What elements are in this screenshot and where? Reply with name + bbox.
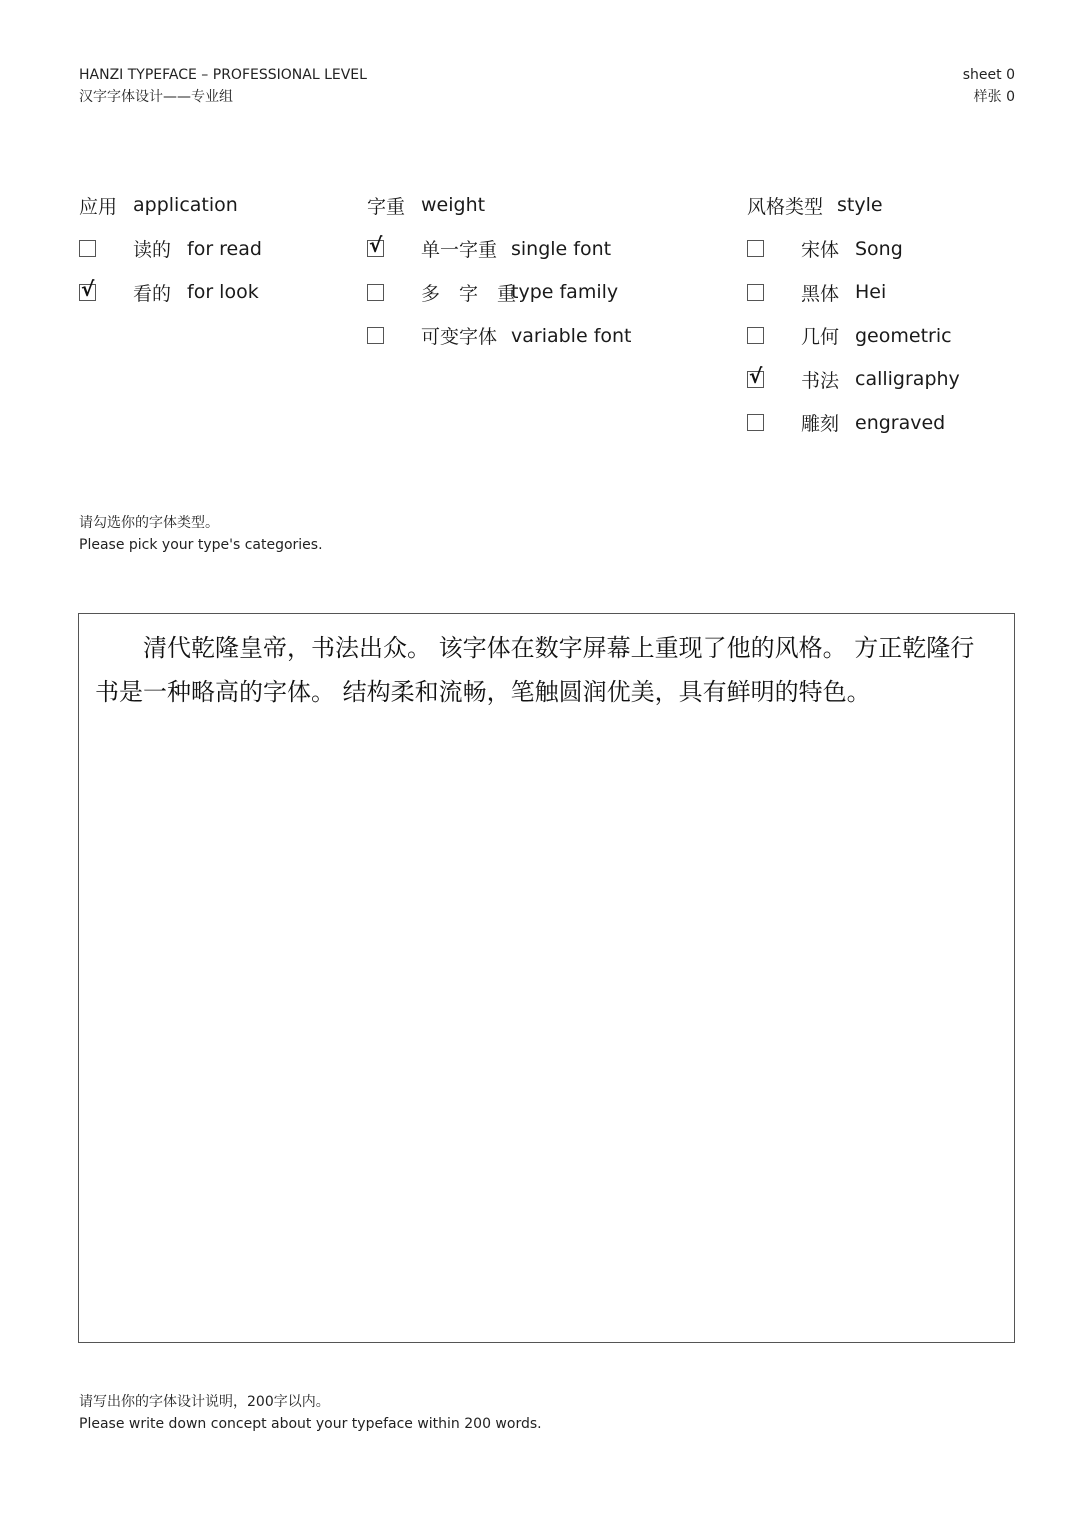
option-label-en: geometric <box>855 324 952 347</box>
checkbox-geometric[interactable] <box>747 327 764 344</box>
option-label-en: calligraphy <box>855 368 960 390</box>
concept-instruction-en: Please write down concept about your typeface within 200 words. <box>79 1416 542 1432</box>
option-label-zh: 雕刻 <box>801 413 840 435</box>
option-label-en: engraved <box>855 411 946 434</box>
application-label-zh: 应用 <box>79 195 118 218</box>
option-label-zh: 书法 <box>801 369 840 392</box>
checkbox-calligraphy[interactable] <box>747 363 764 388</box>
checkbox-variable-font[interactable] <box>367 327 384 344</box>
title-english: HANZI TYPEFACE – PROFESSIONAL LEVEL <box>79 67 367 83</box>
weight-heading <box>367 190 632 220</box>
concept-text: 清代乾隆皇帝，书法出众。 该字体在数字屏幕上重现了他的风格。 方正乾隆行书是一种略高的字体。 结构柔和流畅，笔触圆润优美，具有鲜明的特色。 <box>95 634 975 706</box>
option-label-zh: 看的 <box>133 282 172 305</box>
style-heading <box>747 190 960 220</box>
sheet-number <box>963 64 1015 108</box>
style-label-en: style <box>837 194 883 216</box>
weight-group <box>367 190 632 351</box>
option-label-en: for look <box>187 281 259 303</box>
option-label-zh: 可变字体 <box>421 326 498 348</box>
sheet-title <box>79 64 367 108</box>
weight-label-zh: 字重 <box>367 195 406 218</box>
application-label-en: application <box>133 194 238 216</box>
option-label-zh: 黑体 <box>801 282 840 305</box>
category-instruction-zh: 请勾选你的字体类型。 <box>79 515 219 531</box>
option-for-look[interactable] <box>79 277 262 307</box>
weight-label-en: weight <box>421 194 486 216</box>
sheet-number-chinese: 样张 0 <box>973 89 1015 105</box>
option-label-en: Song <box>855 237 903 260</box>
application-heading <box>79 190 262 220</box>
style-label-zh: 风格类型 <box>747 195 824 218</box>
sheet-number-english: sheet 0 <box>962 67 1015 83</box>
option-label-zh: 多 字 重 <box>421 282 517 305</box>
option-label-zh: 几何 <box>801 326 840 348</box>
checkmark-icon: √ <box>81 276 95 301</box>
option-hei[interactable] <box>747 277 960 307</box>
option-single-font[interactable] <box>367 234 632 264</box>
concept-instruction <box>79 1391 542 1435</box>
option-calligraphy[interactable] <box>747 364 960 394</box>
option-label-en: for read <box>187 237 262 260</box>
checkbox-hei[interactable] <box>747 284 764 301</box>
option-label-en: Hei <box>855 281 887 303</box>
option-geometric[interactable] <box>747 321 960 351</box>
checkbox-engraved[interactable] <box>747 414 764 431</box>
checkbox-for-read[interactable] <box>79 240 96 257</box>
option-label-zh: 读的 <box>133 239 172 261</box>
checkbox-for-look[interactable] <box>79 276 96 301</box>
option-variable-font[interactable] <box>367 321 632 351</box>
checkbox-type-family[interactable] <box>367 284 384 301</box>
checkbox-song[interactable] <box>747 240 764 257</box>
category-instruction-en: Please pick your type's categories. <box>79 537 323 553</box>
option-label-en: single font <box>511 237 612 260</box>
category-instruction <box>79 512 323 556</box>
option-label-zh: 宋体 <box>801 239 840 261</box>
checkmark-icon: √ <box>369 233 383 257</box>
option-engraved[interactable] <box>747 408 960 438</box>
title-chinese: 汉字字体设计——专业组 <box>79 89 233 105</box>
concept-instruction-zh: 请写出你的字体设计说明，200字以内。 <box>79 1394 330 1410</box>
option-type-family[interactable] <box>367 277 632 307</box>
checkmark-icon: √ <box>749 363 763 388</box>
application-group <box>79 190 262 307</box>
style-group <box>747 190 960 438</box>
option-label-en: type family <box>511 281 619 303</box>
option-for-read[interactable] <box>79 234 262 264</box>
checkbox-single-font[interactable] <box>367 233 384 257</box>
option-label-en: variable font <box>511 324 632 347</box>
option-song[interactable] <box>747 234 960 264</box>
option-label-zh: 单一字重 <box>421 239 498 261</box>
concept-textarea[interactable] <box>78 613 1015 1343</box>
